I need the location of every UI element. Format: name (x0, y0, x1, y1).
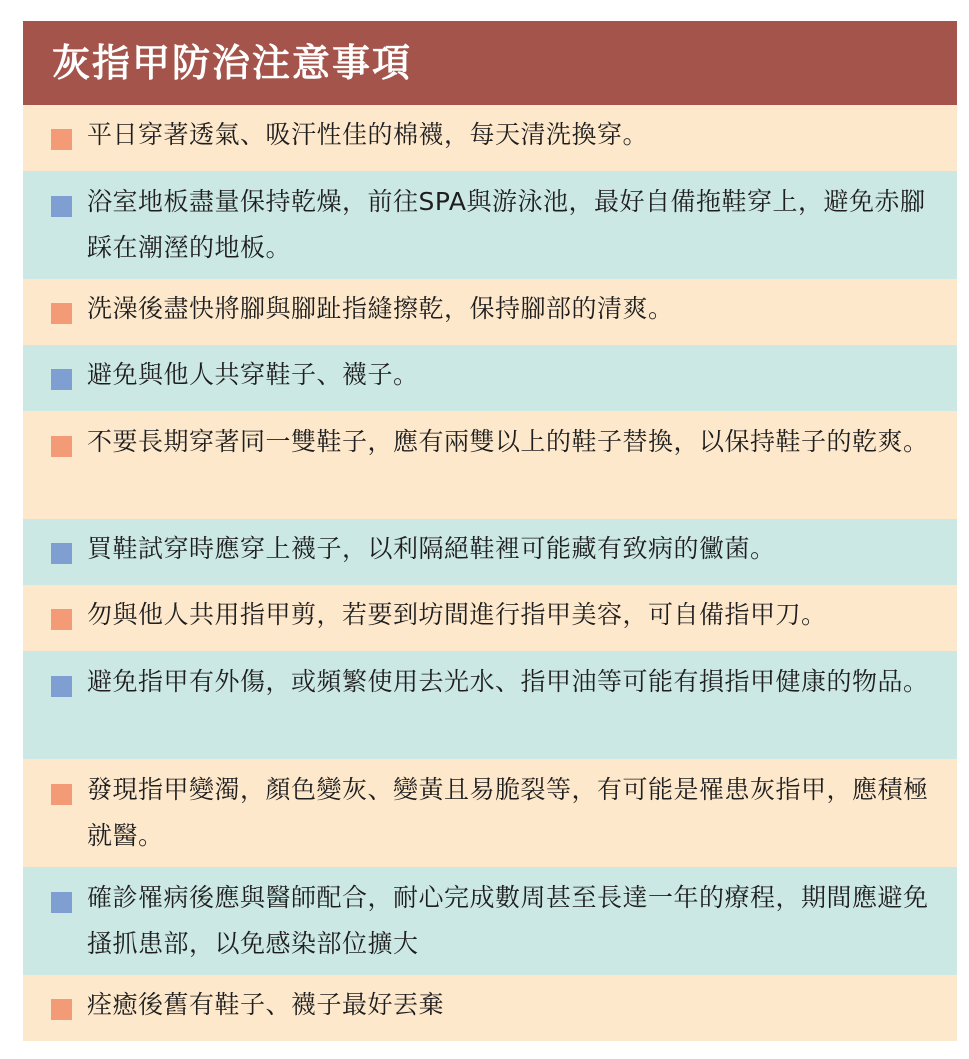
square-bullet-icon (51, 196, 72, 217)
list-item-text: 勿與他人共用指甲剪，若要到坊間進行指甲美容，可自備指甲刀。 (87, 600, 827, 629)
list-item-text: 買鞋試穿時應穿上襪子，以利隔絕鞋裡可能藏有致病的黴菌。 (87, 534, 776, 563)
list-item (23, 519, 957, 585)
list-item-text: 確診罹病後應與醫師配合，耐心完成數周甚至長達一年的療程，期間應避免搔抓患部，以免感染部位擴大 (87, 883, 929, 958)
square-bullet-icon (51, 784, 72, 805)
list-item (23, 345, 957, 411)
page-title: 灰指甲防治注意事項 (52, 41, 413, 85)
square-bullet-icon (51, 676, 72, 697)
list-item-text: 痊癒後舊有鞋子、襪子最好丟棄 (87, 990, 445, 1019)
square-bullet-icon (51, 303, 72, 324)
square-bullet-icon (51, 609, 72, 630)
list-item (23, 975, 957, 1041)
list-item (23, 171, 957, 279)
precautions-panel (23, 21, 957, 1041)
header-bar (23, 21, 957, 105)
list-item (23, 585, 957, 651)
square-bullet-icon (51, 999, 72, 1020)
list-item-text: 平日穿著透氣、吸汗性佳的棉襪，每天清洗換穿。 (87, 120, 649, 149)
square-bullet-icon (51, 369, 72, 390)
square-bullet-icon (51, 436, 72, 457)
square-bullet-icon (51, 129, 72, 150)
list-item-text: 洗澡後盡快將腳與腳趾指縫擦乾，保持腳部的清爽。 (87, 294, 674, 323)
list-item (23, 411, 957, 519)
list-item (23, 759, 957, 867)
list-item (23, 651, 957, 759)
square-bullet-icon (51, 543, 72, 564)
list-item (23, 279, 957, 345)
list-item-text: 浴室地板盡量保持乾燥，前往SPA與游泳池，最好自備拖鞋穿上，避免赤腳踩在潮溼的地板。 (87, 187, 926, 262)
list-item-text: 避免與他人共穿鞋子、襪子。 (87, 360, 419, 389)
list-item-text: 不要長期穿著同一雙鞋子，應有兩雙以上的鞋子替換，以保持鞋子的乾爽。 (87, 427, 929, 456)
list-item-text: 避免指甲有外傷，或頻繁使用去光水、指甲油等可能有損指甲健康的物品。 (87, 667, 929, 696)
list-item-text: 發現指甲變濁，顏色變灰、變黃且易脆裂等，有可能是罹患灰指甲，應積極就醫。 (87, 775, 929, 850)
square-bullet-icon (51, 892, 72, 913)
list-item (23, 867, 957, 975)
list-item (23, 105, 957, 171)
